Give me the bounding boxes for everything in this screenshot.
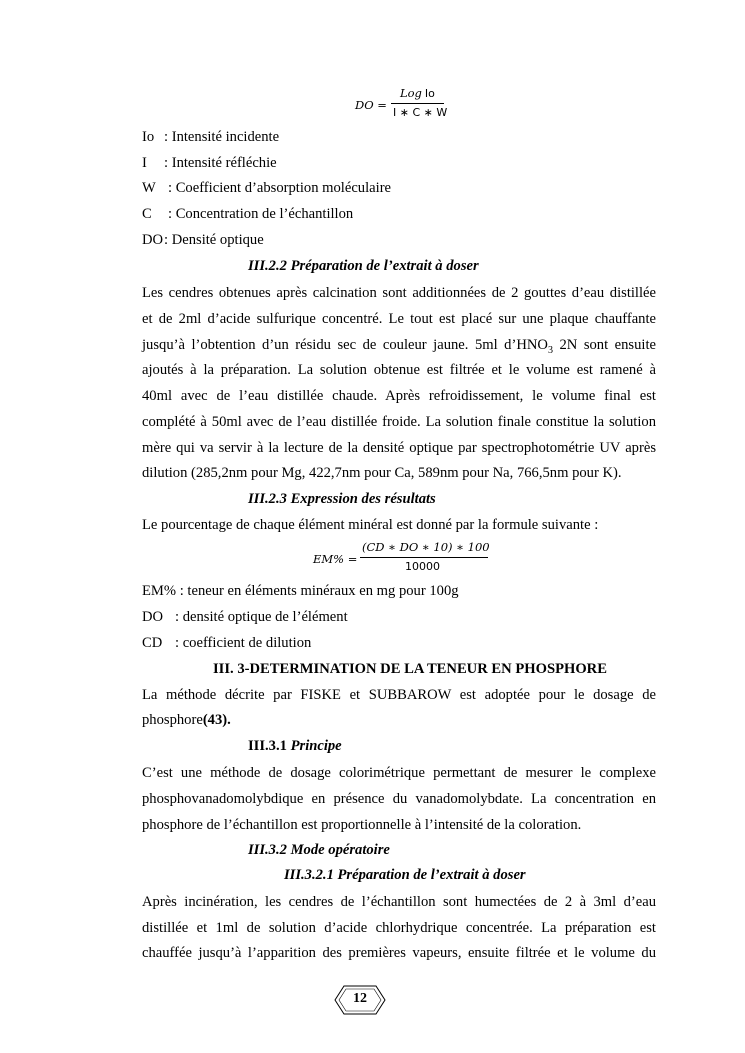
paragraph-line: distillée et 1ml de solution d’acide chlorhydrique concentrée. La préparation est <box>142 920 656 936</box>
paragraph-line: phosphovanadomolybdique en présence du vanadomolybdate. La concentration en <box>142 791 656 807</box>
definition-cd: CD : coefficient de dilution <box>142 635 312 651</box>
formula-em-numerator: (CD ∗ DO ∗ 10) ∗ 100 <box>362 540 490 554</box>
formula-em-fraction-bar <box>360 557 488 558</box>
paragraph-line: La méthode décrite par FISKE et SUBBAROW est adoptée pour le dosage de <box>142 687 656 703</box>
section-heading-3-2-3: III.2.3 Expression des résultats <box>248 491 436 507</box>
paragraph-line: Après incinération, les cendres de l’échantillon sont humectées de 2 à 3ml d’eau <box>142 894 656 910</box>
formula-em-denominator: 10000 <box>405 560 440 573</box>
definition-w: W : Coefficient d’absorption moléculaire <box>142 180 392 196</box>
section-heading-3-3-2-1: III.3.2.1 Préparation de l’extrait à doser <box>284 867 526 883</box>
formula-em-lhs: EM% = <box>313 552 358 566</box>
paragraph-line: 40ml avec de l’eau distillée chaude. Après refroidissement, le volume final est <box>142 388 656 404</box>
paragraph-line: C’est une méthode de dosage colorimétrique permettant de mesurer le complexe <box>142 765 656 781</box>
paragraph-line: phosphore(43). <box>142 712 231 728</box>
paragraph-line: mère qui va servir à la lecture de la densité optique par spectrophotométrie UV après <box>142 440 656 456</box>
section-heading-3-3-1: III.3.1 Principe <box>248 738 342 754</box>
paragraph-line: Les cendres obtenues après calcination sont additionnées de 2 gouttes d’eau distillée <box>142 285 656 301</box>
definition-io: Io : Intensité incidente <box>142 129 280 145</box>
paragraph-line: phosphore de l’échantillon est proportionnelle à l’intensité de la coloration. <box>142 817 582 833</box>
page-number-badge <box>334 985 386 1015</box>
formula-do-denominator: I ∗ C ∗ W <box>393 106 448 119</box>
paragraph-line: chauffée jusqu’à l’apparition des premières vapeurs, ensuite filtrée et le volume du <box>142 945 656 961</box>
definition-c: C : Concentration de l’échantillon <box>142 206 354 222</box>
section-heading-3-3-2: III.3.2 Mode opératoire <box>248 842 390 858</box>
page-number: 12 <box>353 991 367 1006</box>
paragraph-line: dilution (285,2nm pour Mg, 422,7nm pour Ca, 589nm pour Na, 766,5nm pour K). <box>142 465 622 481</box>
definition-do-2: DO : densité optique de l’élément <box>142 609 348 625</box>
section-heading-3-3: III. 3-DETERMINATION DE LA TENEUR EN PHOSPHORE <box>213 661 607 677</box>
section-heading-3-2-2: III.2.2 Préparation de l’extrait à doser <box>248 258 479 274</box>
formula-do-numerator: Log Io <box>400 86 435 100</box>
paragraph-line: ajoutés à la préparation. La solution obtenue est filtrée et le volume est ramené à <box>142 362 656 378</box>
citation-reference: (43). <box>202 712 231 728</box>
definition-do: DO: Densité optique <box>142 232 264 248</box>
formula-do-lhs: DO = <box>355 98 387 112</box>
formula-do-fraction-bar <box>391 103 444 104</box>
paragraph-line: Le pourcentage de chaque élément minéral est donné par la formule suivante : <box>142 517 599 533</box>
definition-em: EM% : teneur en éléments minéraux en mg pour 100g <box>142 583 459 599</box>
paragraph-line: jusqu’à l’obtention d’un résidu sec de couleur jaune. 5ml $d’HNO_3$ 2N sont ensuite <box>142 337 656 356</box>
definition-i: I : Intensité réfléchie <box>142 155 277 171</box>
paragraph-line: et de 2ml d’acide sulfurique concentré. Le tout est placé sur une plaque chauffante <box>142 311 656 327</box>
paragraph-line: complété à 50ml avec de l’eau distillée froide. La solution finale constitue la solution <box>142 414 656 430</box>
